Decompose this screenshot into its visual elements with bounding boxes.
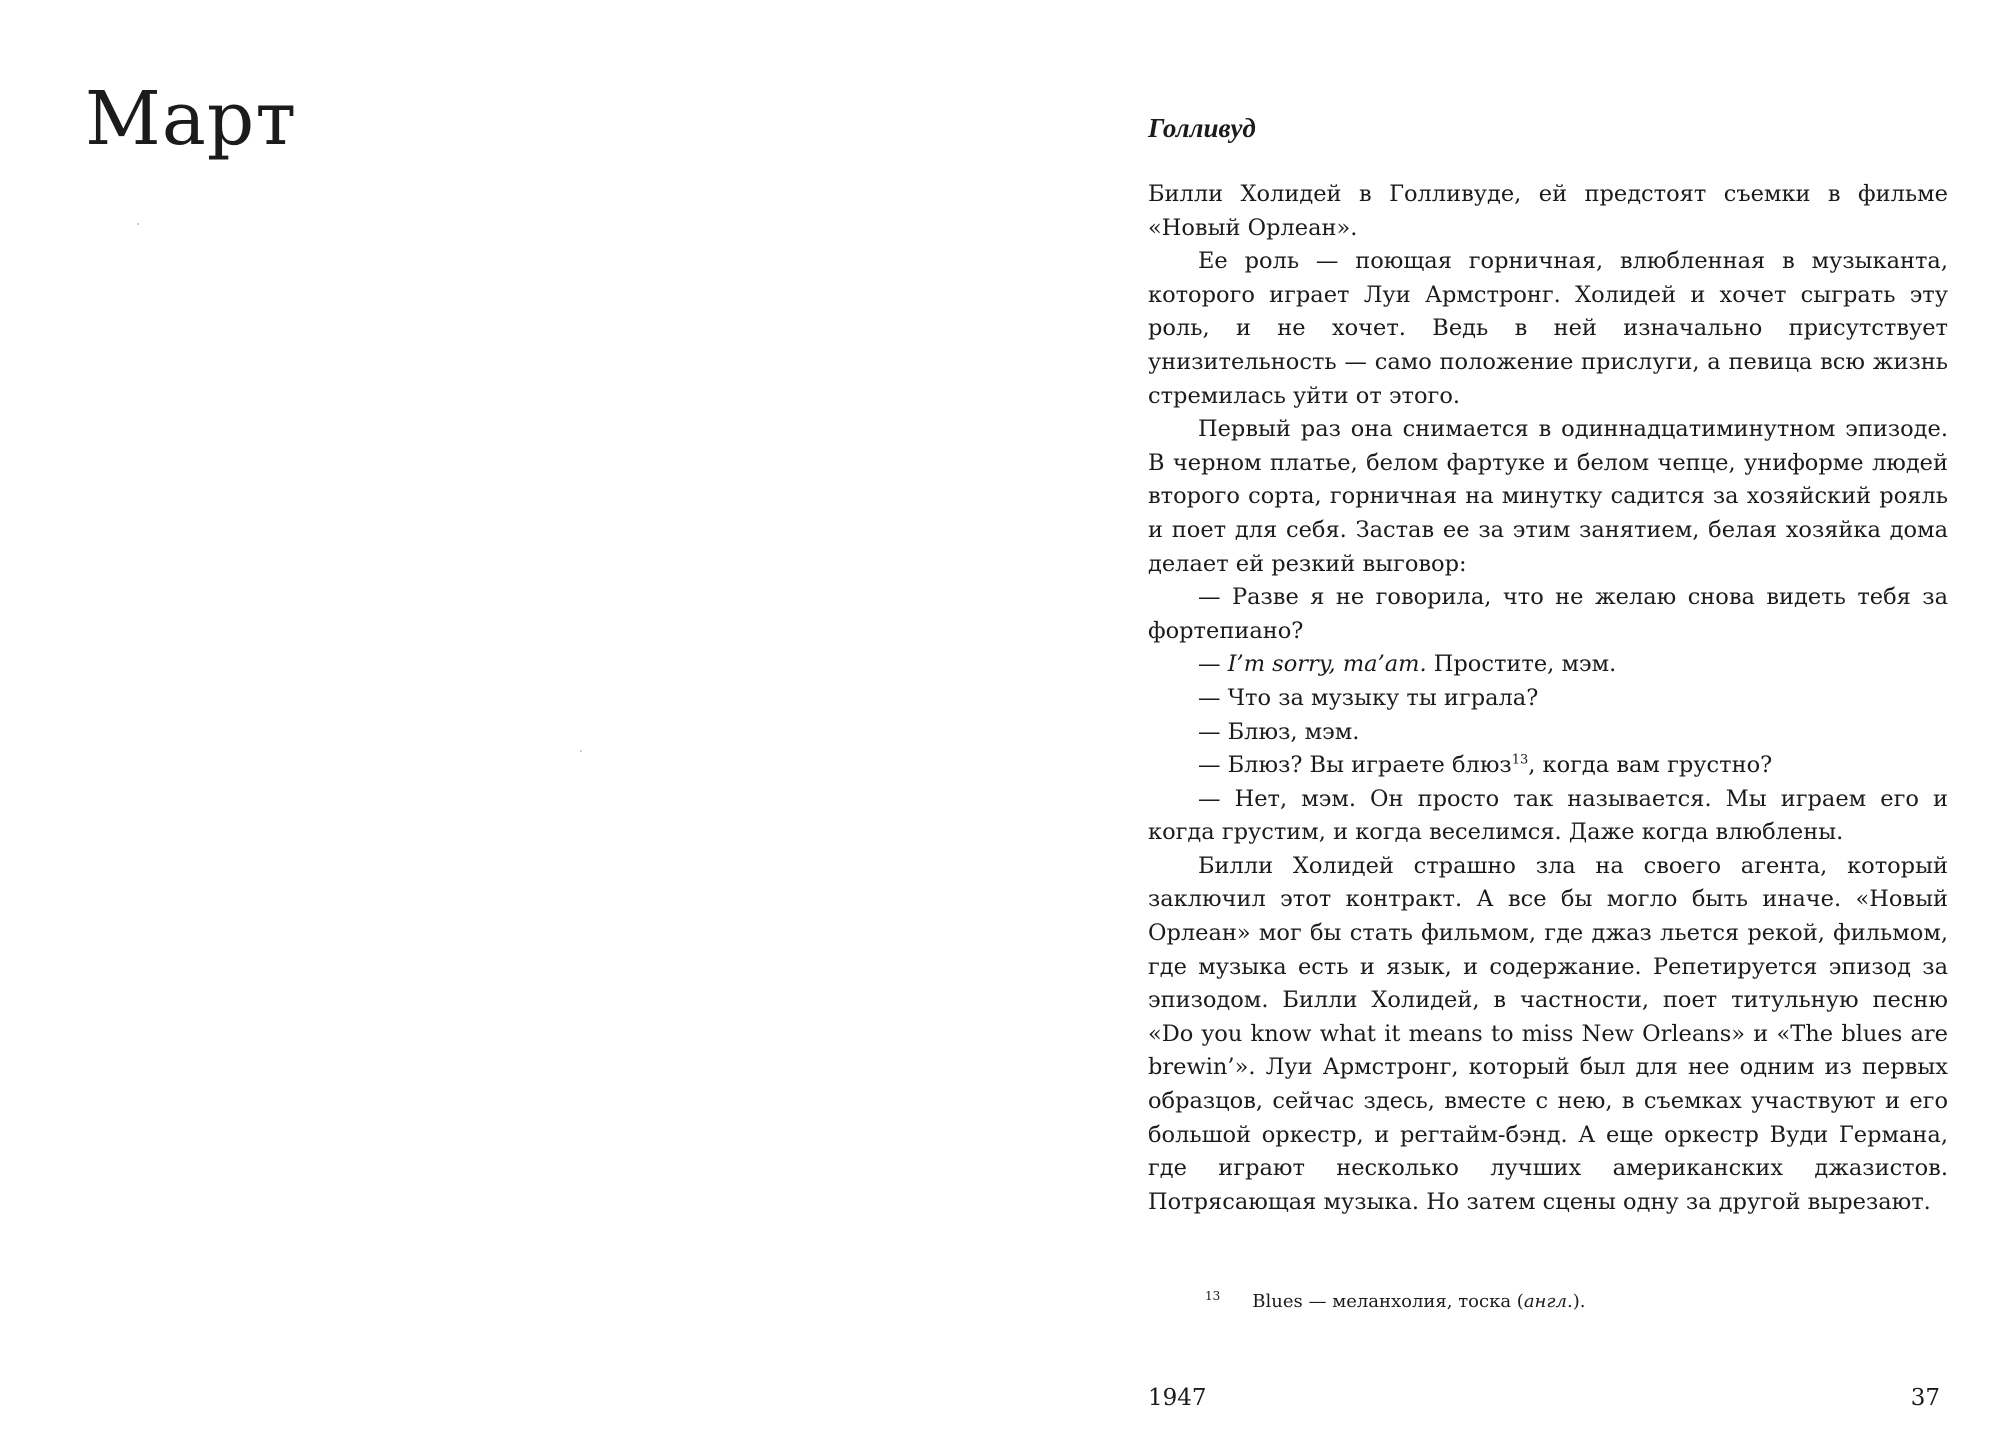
dialogue-line: — Нет, мэм. Он просто так называется. Мы играем его и когда грустим, и когда веселимся. Даже когда влюблены.	[1148, 785, 1948, 846]
paragraph: Билли Холидей страшно зла на своего агента, который заключил этот контракт. А все бы могло быть иначе. «Новый Орлеан» мог бы стать фильмом, где джаз льется рекой, фильмом, где музыка есть и язык, и содержание. Репетируется эпизод за эпизодом. Билли Холидей, в частности, поет титульную песню «Do you know what it means to miss New Orleans» и «The blues are brewin’». Луи Армстронг, который был для нее одним из первых образцов, сейчас здесь, вместе с нею, в съемках участвуют и его большой оркестр, и регтайм-бэнд. А еще оркестр Вуди Германа, где играют несколько лучших американских джазистов. Потрясающая музыка. Но затем сцены одну за другой вырезают.	[1148, 852, 1948, 1215]
page-number: 37	[1910, 1385, 1940, 1411]
paragraph: Первый раз она снимается в одиннадцатиминутном эпизоде. В черном платье, белом фартуке и белом чепце, униформе людей второго сорта, горничная на минутку садится за хозяйский рояль и поет для себя. Застав ее за этим занятием, белая хозяйка дома делает ей резкий выговор:	[1148, 416, 1948, 577]
running-footer-year: 1947	[1148, 1385, 1207, 1411]
russian-translation: Простите, мэм.	[1426, 651, 1617, 678]
paragraph: Ее роль — поющая горничная, влюбленная в музыканта, которого играет Луи Армстронг. Холидей и хочет сыграть эту роль, и не хочет. Ведь в ней изначально присутствует унизительность — само положение прислуги, а певица всю жизнь стремилась уйти от этого.	[1148, 248, 1948, 409]
footnote-text-end: ).	[1572, 1291, 1586, 1312]
dialogue-line: — Разве я не говорила, что не желаю снова видеть тебя за фортепиано?	[1148, 584, 1948, 644]
chapter-title: Март	[85, 76, 298, 162]
footnote-language: англ.	[1523, 1291, 1573, 1312]
dialogue-line: — I’m sorry, ma’am. Простите, мэм.	[1198, 651, 1617, 678]
dialogue-line: — Что за музыку ты играла?	[1198, 684, 1539, 711]
footnote-reference[interactable]: 13	[1511, 752, 1529, 768]
dialogue-line: — Блюз, мэм.	[1198, 718, 1360, 745]
dialogue-line	[1148, 749, 1948, 783]
paper-speck	[137, 223, 139, 225]
footnote-number: 13	[1205, 1289, 1221, 1303]
footnote	[1205, 1291, 1585, 1312]
paragraph: Билли Холидей в Голливуде, ей предстоят съемки в фильме «Новый Орлеан».	[1148, 181, 1948, 241]
dialogue-text: , когда вам грустно?	[1528, 752, 1773, 779]
paper-speck	[580, 750, 582, 752]
section-heading: Голливуд	[1148, 113, 1256, 143]
right-page	[1000, 0, 2000, 1450]
footnote-text: Blues — меланхолия, тоска (	[1252, 1291, 1524, 1312]
body-text	[1148, 178, 1948, 1219]
dialogue-text: — Блюз? Вы играете блюз	[1198, 752, 1512, 779]
english-phrase: I’m sorry, ma’am.	[1227, 651, 1427, 678]
